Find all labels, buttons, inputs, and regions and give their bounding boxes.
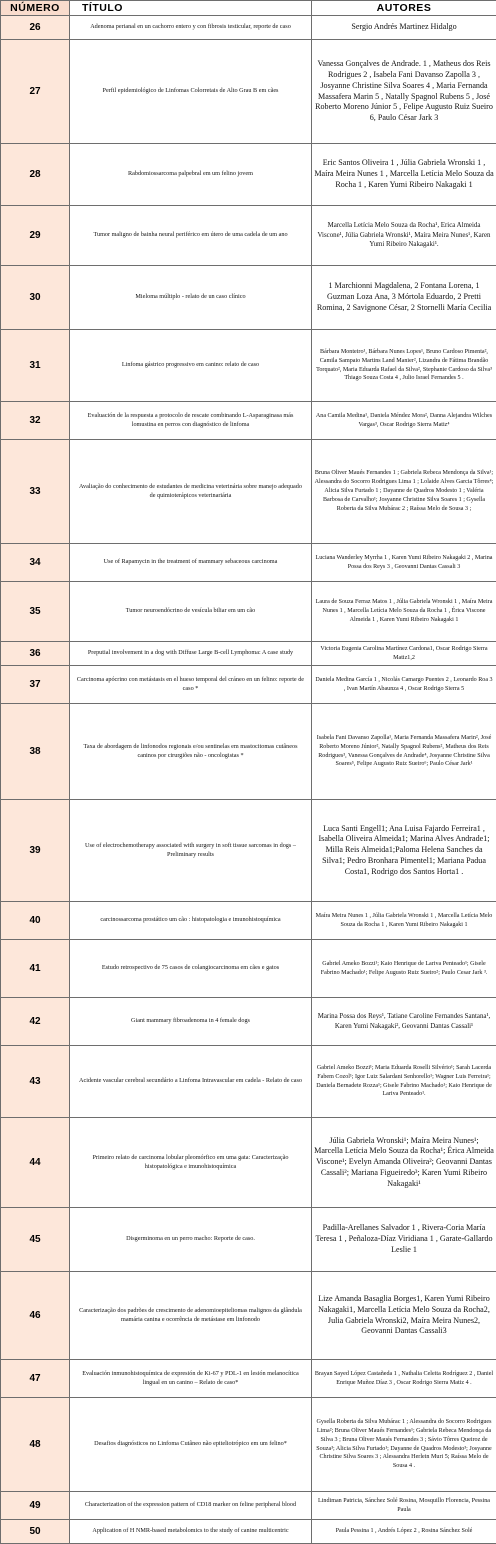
table-row	[1, 206, 496, 266]
table-row	[1, 16, 496, 40]
row-authors: Ana Camila Medina¹, Daniela Méndez Mora², Danna Alejandra Wilches Vargas³, Oscar Rodrigo Sierra Matiz⁴	[312, 402, 496, 440]
row-authors: Victoria Eugenia Carolina Martínez Cardona1, Oscar Rodrigo Sierra Matiz1,2	[312, 642, 496, 666]
header-autores: AUTORES	[312, 1, 496, 16]
table-row	[1, 1046, 496, 1118]
table-row	[1, 440, 496, 544]
row-authors: 1 Marchionni Magdalena, 2 Fontana Lorena, 1 Guzman Loza Ana, 3 Mórtola Eduardo, 2 Pretti Romina, 2 Savignone César, 2 Stornelli María Cecilia	[312, 266, 496, 330]
row-number: 27	[1, 40, 70, 144]
row-authors: Lize Amanda Basaglia Borges1, Karen Yumi Ribeiro Nakagaki1, Marcella Letícia Melo Souza da Rocha2, Julia Gabriela Wronski2, Maíra Meira Nunes2, Geovanni Dantas Cassali3	[312, 1272, 496, 1360]
row-authors: Laura de Souza Ferraz Matos 1 , Júlia Gabriela Wronski 1 , Maíra Meira Nunes 1 , Marcella Letícia Melo Souza da Rocha 1 , Érica Viscone Almeida 1 , Karen Yumi Ribeiro Nakagaki 1	[312, 582, 496, 642]
table-row	[1, 666, 496, 704]
row-title: Adenoma perianal en un cachorro entero y con fibrosis testicular, reporte de caso	[70, 16, 312, 40]
row-title: Perfil epidemiológico de Linfomas Colorretais de Alto Grau B em cães	[70, 40, 312, 144]
row-authors: Vanessa Gonçalves de Andrade. 1 , Matheus dos Reis Rodrigues 2 , Isabela Fani Davanso Zapolla 3 , Josyanne Christine Silva Soares 4 , Maria Fernanda Massafera Marin 5 , Natally Spagnol Rubens 5 , José Roberto Moreno Júnior 5 , Felipe Augusto Ruiz Sueiro 6, Paulo César Jark 3	[312, 40, 496, 144]
row-number: 41	[1, 940, 70, 998]
table-row	[1, 1360, 496, 1398]
row-title: Avaliação do conhecimento de estudantes de medicina veterinária sobre manejo adequado de quimioterápicos veterinariária	[70, 440, 312, 544]
row-number: 44	[1, 1118, 70, 1208]
row-authors: Gabriel Ameko Bozzi¹; Kaio Henrique de Lariva Penteado¹; Gisele Fabrino Machado¹; Felipe Augusto Ruiz Sueiro²; Paulo Cesar Jark ³.	[312, 940, 496, 998]
header-row	[1, 1, 496, 16]
row-title: Evaluación inmunohistoquímica de expresión de Ki-67 y PDL-1 en lesión melanocítica lingual en un canino – Relato de caso*	[70, 1360, 312, 1398]
row-title: Use of Rapamycin in the treatment of mammary sebaceous carcinoma	[70, 544, 312, 582]
table-row	[1, 330, 496, 402]
row-number: 43	[1, 1046, 70, 1118]
table-row	[1, 1492, 496, 1520]
row-number: 33	[1, 440, 70, 544]
header-numero: NÚMERO	[1, 1, 70, 16]
row-title: Application of H NMR-based metabolomics to the study of canine multicentric	[70, 1520, 312, 1544]
table-row	[1, 1398, 496, 1492]
row-authors: Daniela Medina García 1 , Nicolás Camargo Puentes 2 , Leonardo Roa 3 , Ivan Martín Abaunza 4 , Oscar Rodrigo Sierra 5	[312, 666, 496, 704]
row-title: Mieloma múltiplo - relato de un caso clínico	[70, 266, 312, 330]
row-title: Acidente vascular cerebral secundário a Linfoma Intravascular em cadela - Relato de caso	[70, 1046, 312, 1118]
row-number: 47	[1, 1360, 70, 1398]
row-title: Linfoma gástrico progressivo em canino: relato de caso	[70, 330, 312, 402]
row-authors: Marina Possa dos Reys¹, Tatiane Caroline Fernandes Santana¹, Karen Yumi Nakagaki², Geovanni Dantas Cassali¹	[312, 998, 496, 1046]
table-row	[1, 1208, 496, 1272]
table-row	[1, 266, 496, 330]
row-number: 35	[1, 582, 70, 642]
row-title: Tumor neuroendócrino de vesícula biliar em um cão	[70, 582, 312, 642]
table-row	[1, 40, 496, 144]
row-authors: Gysella Roberta da Silva Mubárac 1 ; Alessandra do Socorro Rodrigues Lima²; Bruna Oliver Maués Fernandes¹; Gabriela Rebeca Mendonça da Silva 3 ; Bruna Oliver Maués Fernandes 3 ; Sávio Tôrres Queiroz de Souza³; Alicia Silva Furtado¹; Dayanne de Quadros Modesto³; Josyanne Christine Silva Soares 3 ; Alessandra Herlein Muri 5; Raíssa Melo de Sousa 4 .	[312, 1398, 496, 1492]
table-row	[1, 144, 496, 206]
table-row	[1, 1272, 496, 1360]
row-title: Evaluación de la respuesta a protocolo de rescate combinando L-Asparaginasa más lomustina en perros con diagnóstico de linfoma	[70, 402, 312, 440]
row-title: Primeiro relato de carcinoma lobular pleomórfico em uma gata: Caracterização histopatológica e imunohistoquímica	[70, 1118, 312, 1208]
table-row	[1, 902, 496, 940]
row-number: 28	[1, 144, 70, 206]
row-number: 34	[1, 544, 70, 582]
row-title: Giant mammary fibroadenoma in 4 female dogs	[70, 998, 312, 1046]
row-title: Rabdomiossarcoma palpebral em um felino jovem	[70, 144, 312, 206]
header-titulo: TÍTULO	[70, 1, 312, 16]
row-number: 49	[1, 1492, 70, 1520]
row-number: 42	[1, 998, 70, 1046]
row-authors: Lindiman Patricia, Sánchez Solé Rosina, Mosquillo Florencia, Pessina Paula	[312, 1492, 496, 1520]
table-row	[1, 1118, 496, 1208]
row-title: Disgerminoma en un perro macho: Reporte de caso.	[70, 1208, 312, 1272]
row-title: Preputial involvement in a dog with Diffuse Large B-cell Lymphoma: A case study	[70, 642, 312, 666]
row-title: Taxa de abordagem de linfonodos regionais e/ou sentinelas em mastocitomas cutâneos caninos por cirurgiões não - oncologistas *	[70, 704, 312, 800]
row-title: Characterization of the expression pattern of CD18 marker on feline peripheral blood	[70, 1492, 312, 1520]
table-row	[1, 800, 496, 902]
row-authors: Eric Santos Oliveira 1 , Júlia Gabriela Wronski 1 , Maíra Meira Nunes 1 , Marcella Letícia Melo Souza da Rocha 1 , Karen Yumi Ribeiro Nakagaki 1	[312, 144, 496, 206]
row-authors: Luciana Wanderley Myrrha 1 , Karen Yumi Ribeiro Nakagaki 2 , Marina Possa dos Reys 3 , Geovanni Dantas Cassali 3	[312, 544, 496, 582]
row-number: 26	[1, 16, 70, 40]
row-authors: Marcella Letícia Melo Souza da Rocha¹, Erica Almeida Viscone¹, Júlia Gabriela Wronski¹, Maíra Meira Nunes¹, Karen Yumi Ribeiro Nakagaki¹.	[312, 206, 496, 266]
row-number: 31	[1, 330, 70, 402]
row-number: 39	[1, 800, 70, 902]
table-row	[1, 1520, 496, 1544]
row-authors: Luca Santi Engell1; Ana Luisa Fajardo Ferreira1 , Isabella Oliveira Almeida1; Marina Alves Andrade1; Milla Reis Almeida1;Paloma Helena Sanches da Silva1; Pedro Bronhara Pimentel1; Mariana Padua Costa1, Rodrigo dos Santos Horta1 .	[312, 800, 496, 902]
table-row	[1, 940, 496, 998]
row-number: 48	[1, 1398, 70, 1492]
table-row	[1, 642, 496, 666]
row-authors: Júlia Gabriela Wronski¹; Maíra Meira Nunes¹; Marcella Letícia Melo Souza da Rocha¹; Érica Almeida Viscone¹; Evelyn Amanda Oliveira²; Geovanni Dantas Cassali²; Mariana Figueiredo³; Karen Yumi Ribeiro Nakagaki¹	[312, 1118, 496, 1208]
row-number: 38	[1, 704, 70, 800]
row-title: Estudo retrospectivo de 75 casos de colangiocarcinoma em cães e gatos	[70, 940, 312, 998]
row-authors: Gabriel Ameko Bozzi¹; Maria Eduarda Roselli Silvério¹; Sarah Lacerda Fabem Cozol¹; Igor Luiz Salardani Senhorello¹; Wagner Luis Ferreira¹; Daniela Bernadete Rozza¹; Gisele Fabrino Machado¹; Kaio Henrique de Lariva Penteado¹.	[312, 1046, 496, 1118]
table-row	[1, 704, 496, 800]
row-title: Caracterização dos padrões de crescimento de adenomioepiteliomas malignos da glândula mamária canina e ocorrência de metástase em linfonodo	[70, 1272, 312, 1360]
row-number: 30	[1, 266, 70, 330]
table-row	[1, 582, 496, 642]
row-authors: Maíra Meira Nunes 1 , Júlia Gabriela Wronski 1 , Marcella Letícia Melo Souza da Rocha 1 , Karen Yumi Ribeiro Nakagaki 1	[312, 902, 496, 940]
row-number: 29	[1, 206, 70, 266]
row-number: 40	[1, 902, 70, 940]
table-row	[1, 998, 496, 1046]
row-authors: Sergio Andrés Martinez Hidalgo	[312, 16, 496, 40]
row-title: carcinossarcoma prostático um cão : histopatologia e imunohistoquímica	[70, 902, 312, 940]
row-number: 36	[1, 642, 70, 666]
row-title: Use of electrochemotherapy associated with surgery in soft tissue sarcomas in dogs – Preliminary results	[70, 800, 312, 902]
row-authors: Isabela Fani Davanso Zapolla¹, Maria Fernanda Massafera Marin², José Roberto Moreno Júnior², Natally Spagnol Rubens², Matheus dos Reis Rodrigues³, Vanessa Gonçalves de Andrade⁴, Josyanne Christine Silva Soares⁵, Felipe Augusto Ruiz Sueiro⁶; Paulo César Jark¹	[312, 704, 496, 800]
table-row	[1, 544, 496, 582]
row-number: 32	[1, 402, 70, 440]
row-number: 37	[1, 666, 70, 704]
table-row	[1, 402, 496, 440]
row-number: 45	[1, 1208, 70, 1272]
row-authors: Brayan Sayed López Castañeda 1 , Nathalia Celeita Rodríguez 2 , Daniel Enrique Muñoz Díaz 3 , Oscar Rodrigo Sierra Matiz 4 .	[312, 1360, 496, 1398]
row-number: 50	[1, 1520, 70, 1544]
row-authors: Bárbara Monteiro¹, Bárbara Nunes Lopes¹, Bruno Cardoso Pimenta², Camila Sampaio Martins Land Manier², Lizandra de Fátima Brandão Torquato², Maria Eduarda Rafael da Silva², Stephanie Cardoso da Silva³ Thiago Souza Costa 4 , Julio Israel Fernandes 5 .	[312, 330, 496, 402]
row-title: Carcinoma apócrino con metástasis en el hueso temporal del cráneo en un felino: reporte de caso *	[70, 666, 312, 704]
row-number: 46	[1, 1272, 70, 1360]
row-authors: Bruna Oliver Maués Fernandes 1 ; Gabriela Rebeca Mendonça da Silva¹; Alessandra do Socorro Rodrigues Lima 1 ; Lolaide Alves Garcia Tôrres⁴; Alicia Silva Furtado 1 ; Dayanne de Quadros Modesto 1 ; Valéria Barbosa de Carvalho¹; Josyanne Christine Silva Soares 1 ; Gysella Roberta da Silva Mubárac 2 ; Raíssa Melo de Sousa 3 ;	[312, 440, 496, 544]
row-authors: Padilla-Arellanes Salvador 1 , Rivera-Coria María Teresa 1 , Peñaloza-Díaz Viridiana 1 , Garate-Gallardo Leslie 1	[312, 1208, 496, 1272]
row-authors: Paula Pessina 1 , Andrés López 2 , Rosina Sánchez Solé	[312, 1520, 496, 1544]
row-title: Tumor maligno de bainha neural periférico em útero de uma cadela de um ano	[70, 206, 312, 266]
row-title: Desafios diagnósticos no Linfoma Cutâneo não epiteliotrópico em um felino*	[70, 1398, 312, 1492]
